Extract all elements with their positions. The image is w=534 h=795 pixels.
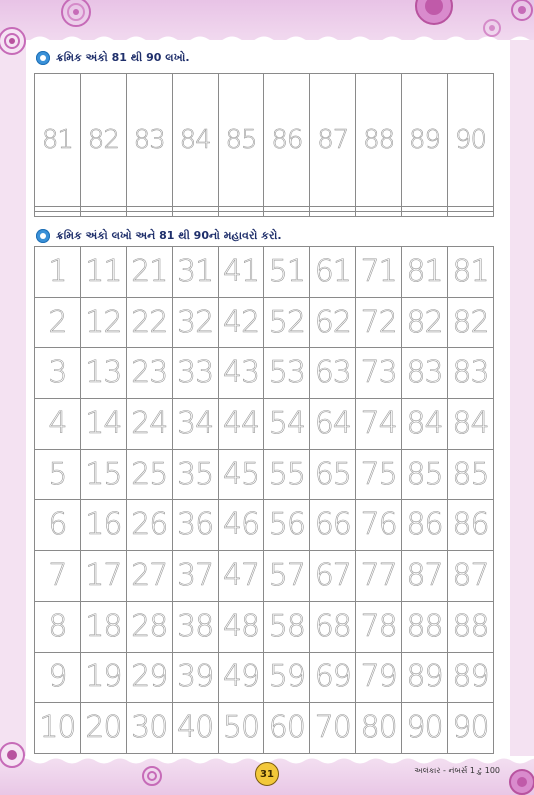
trace-number: 67 [314, 557, 351, 593]
grid-cell [448, 212, 494, 217]
trace-number: 17 [85, 557, 122, 593]
grid-cell [310, 601, 356, 652]
trace-number: 42 [222, 304, 260, 340]
trace-number: 52 [268, 304, 305, 340]
trace-number: 53 [268, 355, 305, 391]
grid-cell [448, 500, 494, 551]
trace-number: 86 [271, 125, 303, 156]
trace-number: 84 [179, 125, 211, 156]
grid-cell [264, 703, 310, 754]
grid-cell [218, 500, 264, 551]
trace-number: 84 [452, 405, 489, 441]
grid-cell [356, 74, 402, 207]
trace-number: 65 [314, 456, 351, 492]
trace-number: 35 [177, 456, 214, 492]
grid-cell [356, 551, 402, 602]
grid-cell [402, 348, 448, 399]
grid-row [35, 703, 494, 754]
grid-cell [448, 399, 494, 450]
trace-number: 27 [131, 557, 168, 593]
grid-cell [172, 551, 218, 602]
grid-row [35, 399, 494, 450]
trace-number: 40 [177, 710, 214, 746]
grid-cell [218, 652, 264, 703]
grid-cell [264, 601, 310, 652]
grid-cell [310, 703, 356, 754]
grid-cell [80, 551, 126, 602]
trace-number: 49 [222, 659, 260, 695]
decorative-circle-icon [468, 0, 534, 40]
trace-number: 90 [406, 710, 443, 746]
grid-cell [35, 551, 81, 602]
trace-number: 85 [452, 456, 489, 492]
grid-row [35, 247, 494, 298]
trace-number: 2 [48, 304, 67, 340]
trace-number: 83 [406, 355, 443, 391]
trace-number: 39 [177, 659, 214, 695]
grid-row [35, 500, 494, 551]
grid-cell [218, 74, 264, 207]
section-1-instruction: ક્રમિક અંકો 81 થી 90 લખો. [56, 51, 190, 64]
trace-number: 82 [87, 125, 119, 156]
tracing-grid-81-90 [34, 73, 494, 217]
grid-cell [448, 601, 494, 652]
trace-number: 85 [225, 125, 257, 156]
trace-number: 25 [131, 456, 168, 492]
trace-number: 74 [360, 405, 397, 441]
grid-cell [35, 348, 81, 399]
trace-number: 69 [314, 659, 351, 695]
grid-cell [218, 601, 264, 652]
trace-number: 7 [48, 557, 67, 593]
decorative-circle-icon [0, 24, 30, 58]
grid-cell [35, 703, 81, 754]
grid-cell [218, 551, 264, 602]
grid-cell [80, 601, 126, 652]
grid-row [35, 601, 494, 652]
trace-number: 58 [268, 608, 305, 644]
grid-cell [35, 247, 81, 298]
grid-cell [218, 297, 264, 348]
grid-cell [35, 449, 81, 500]
trace-number: 80 [360, 710, 397, 746]
decorative-circle-icon [140, 764, 164, 788]
tracing-grid-1-90 [34, 246, 494, 754]
grid-cell [218, 703, 264, 754]
grid-cell [402, 212, 448, 217]
trace-number: 64 [314, 405, 351, 441]
grid-cell [35, 601, 81, 652]
trace-number: 32 [177, 304, 214, 340]
trace-number: 83 [133, 125, 165, 156]
trace-number: 24 [131, 405, 168, 441]
bullet-icon [36, 229, 50, 243]
grid-cell [448, 652, 494, 703]
trace-number: 85 [406, 456, 443, 492]
grid-cell [356, 703, 402, 754]
grid-cell [80, 652, 126, 703]
grid-cell [126, 212, 172, 217]
trace-number: 18 [85, 608, 122, 644]
trace-number: 34 [177, 405, 214, 441]
grid-row [35, 652, 494, 703]
trace-number: 86 [452, 507, 489, 543]
grid-row [35, 297, 494, 348]
bullet-icon [36, 51, 50, 65]
section-2-instruction: ક્રમિક અંકો લખો અને 81 થી 90નો મહાવરો કરો. [56, 229, 282, 242]
grid-cell [310, 212, 356, 217]
grid-cell [402, 74, 448, 207]
grid-cell [35, 74, 81, 207]
decorative-circle-icon [500, 760, 534, 795]
trace-number: 89 [452, 659, 489, 695]
page-number: 31 [255, 762, 279, 786]
grid-cell [310, 399, 356, 450]
trace-number: 4 [48, 405, 67, 441]
grid-cell [402, 601, 448, 652]
grid-cell [448, 348, 494, 399]
grid-cell [356, 247, 402, 298]
grid-cell [402, 297, 448, 348]
trace-number: 37 [177, 557, 214, 593]
trace-number: 88 [363, 125, 395, 156]
trace-number: 75 [360, 456, 397, 492]
grid-cell [80, 449, 126, 500]
grid-cell [448, 247, 494, 298]
trace-number: 90 [454, 125, 487, 156]
trace-number: 16 [85, 507, 122, 543]
grid-cell [356, 449, 402, 500]
trace-number: 29 [131, 659, 168, 695]
grid-cell [448, 449, 494, 500]
grid-cell [264, 348, 310, 399]
grid-row [35, 348, 494, 399]
trace-number: 71 [360, 253, 397, 289]
grid-cell [310, 348, 356, 399]
grid-cell [264, 652, 310, 703]
trace-number: 28 [131, 608, 168, 644]
trace-number: 13 [85, 355, 122, 391]
trace-number: 87 [406, 557, 443, 593]
grid-cell [80, 703, 126, 754]
grid-cell [448, 703, 494, 754]
grid-cell [402, 500, 448, 551]
grid-cell [356, 212, 402, 217]
grid-cell [172, 348, 218, 399]
trace-number: 68 [314, 608, 351, 644]
grid-cell [172, 652, 218, 703]
trace-number: 21 [131, 253, 168, 289]
trace-number: 83 [452, 355, 489, 391]
grid-row [35, 212, 494, 217]
grid-cell [310, 74, 356, 207]
grid-cell [126, 703, 172, 754]
trace-number: 20 [85, 710, 122, 746]
grid-cell [172, 449, 218, 500]
grid-cell [80, 247, 126, 298]
trace-number: 87 [317, 125, 349, 156]
trace-number: 12 [85, 304, 122, 340]
grid-cell [402, 703, 448, 754]
grid-cell [80, 297, 126, 348]
grid-cell [35, 652, 81, 703]
trace-number: 59 [268, 659, 305, 695]
trace-number: 56 [268, 507, 305, 543]
trace-number: 19 [85, 659, 122, 695]
grid-cell [310, 652, 356, 703]
grid-cell [80, 500, 126, 551]
grid-cell [126, 601, 172, 652]
grid-cell [172, 247, 218, 298]
trace-number: 82 [452, 304, 489, 340]
grid-cell [264, 500, 310, 551]
trace-number: 86 [406, 507, 443, 543]
grid-cell [218, 212, 264, 217]
grid-cell [310, 551, 356, 602]
grid-cell [356, 348, 402, 399]
trace-number: 61 [314, 253, 351, 289]
trace-number: 50 [222, 710, 260, 746]
grid-cell [126, 652, 172, 703]
trace-number: 88 [406, 608, 443, 644]
grid-row [35, 449, 494, 500]
trace-number: 44 [222, 405, 260, 441]
grid-cell [264, 247, 310, 298]
trace-number: 3 [48, 355, 67, 391]
grid-cell [264, 297, 310, 348]
trace-number: 30 [131, 710, 168, 746]
trace-number: 63 [314, 355, 351, 391]
trace-number: 81 [452, 253, 489, 289]
trace-number: 23 [131, 355, 168, 391]
grid-cell [264, 551, 310, 602]
section-2-heading [36, 227, 282, 245]
grid-cell [356, 652, 402, 703]
grid-cell [172, 399, 218, 450]
grid-cell [80, 348, 126, 399]
trace-number: 66 [314, 507, 351, 543]
trace-number: 1 [48, 253, 67, 289]
trace-number: 10 [39, 710, 76, 746]
grid-cell [264, 74, 310, 207]
grid-cell [402, 551, 448, 602]
grid-cell [172, 500, 218, 551]
grid-cell [218, 247, 264, 298]
grid-cell [218, 449, 264, 500]
trace-number: 51 [268, 253, 305, 289]
trace-number: 15 [85, 456, 122, 492]
grid-cell [448, 74, 494, 207]
trace-number: 33 [177, 355, 214, 391]
grid-cell [356, 297, 402, 348]
grid-cell [126, 449, 172, 500]
trace-number: 87 [452, 557, 489, 593]
trace-number: 9 [48, 659, 67, 695]
trace-number: 38 [177, 608, 214, 644]
grid-cell [126, 399, 172, 450]
trace-number: 48 [222, 608, 260, 644]
trace-number: 55 [268, 456, 305, 492]
grid-cell [264, 449, 310, 500]
grid-cell [402, 449, 448, 500]
trace-number: 31 [177, 253, 214, 289]
grid-cell [310, 247, 356, 298]
grid-cell [80, 399, 126, 450]
trace-number: 88 [452, 608, 489, 644]
grid-cell [218, 348, 264, 399]
trace-number: 60 [268, 710, 305, 746]
grid-cell [172, 74, 218, 207]
grid-cell [356, 601, 402, 652]
grid-cell [126, 551, 172, 602]
grid-cell [172, 297, 218, 348]
trace-number: 47 [222, 557, 260, 593]
grid-cell [126, 348, 172, 399]
grid-cell [448, 551, 494, 602]
grid-cell [172, 601, 218, 652]
trace-number: 46 [222, 507, 260, 543]
grid-cell [35, 399, 81, 450]
grid-cell [402, 652, 448, 703]
grid-cell [310, 449, 356, 500]
grid-cell [35, 297, 81, 348]
book-title: અલંકાર - નંબર્સ 1 ટુ 100 [414, 766, 500, 775]
grid-row [35, 74, 494, 207]
trace-number: 41 [222, 253, 260, 289]
trace-number: 78 [360, 608, 397, 644]
trace-number: 81 [41, 125, 73, 156]
trace-number: 72 [360, 304, 397, 340]
trace-number: 82 [406, 304, 443, 340]
trace-number: 84 [406, 405, 443, 441]
trace-number: 26 [131, 507, 168, 543]
grid-cell [402, 247, 448, 298]
grid-cell [264, 212, 310, 217]
grid-cell [356, 399, 402, 450]
grid-cell [126, 74, 172, 207]
trace-number: 89 [409, 125, 441, 156]
grid-cell [402, 399, 448, 450]
trace-number: 81 [406, 253, 443, 289]
grid-cell [35, 500, 81, 551]
grid-cell [80, 212, 126, 217]
trace-number: 57 [268, 557, 305, 593]
grid-cell [310, 297, 356, 348]
decorative-circle-icon [400, 0, 460, 34]
grid-row [35, 551, 494, 602]
grid-cell [218, 399, 264, 450]
decorative-circle-icon [0, 740, 30, 770]
trace-number: 43 [222, 355, 260, 391]
grid-cell [356, 500, 402, 551]
trace-number: 6 [48, 507, 67, 543]
grid-cell [35, 212, 81, 217]
trace-number: 14 [85, 405, 122, 441]
trace-number: 77 [360, 557, 397, 593]
trace-number: 70 [314, 710, 351, 746]
grid-cell [448, 297, 494, 348]
trace-number: 45 [222, 456, 260, 492]
trace-number: 54 [268, 405, 305, 441]
trace-number: 89 [406, 659, 443, 695]
decorative-circle-icon [58, 0, 94, 30]
grid-cell [80, 74, 126, 207]
grid-cell [172, 703, 218, 754]
trace-number: 79 [360, 659, 397, 695]
grid-cell [310, 500, 356, 551]
trace-number: 11 [85, 253, 122, 289]
trace-number: 62 [314, 304, 351, 340]
left-margin [0, 40, 26, 758]
trace-number: 22 [131, 304, 168, 340]
grid-cell [126, 297, 172, 348]
grid-cell [126, 500, 172, 551]
trace-number: 5 [48, 456, 67, 492]
grid-cell [126, 247, 172, 298]
trace-number: 8 [48, 608, 67, 644]
grid-cell [172, 212, 218, 217]
trace-number: 76 [360, 507, 397, 543]
grid-cell [264, 399, 310, 450]
trace-number: 36 [177, 507, 214, 543]
trace-number: 73 [360, 355, 397, 391]
right-margin [510, 40, 534, 758]
section-1-heading [36, 49, 190, 67]
trace-number: 90 [452, 710, 489, 746]
